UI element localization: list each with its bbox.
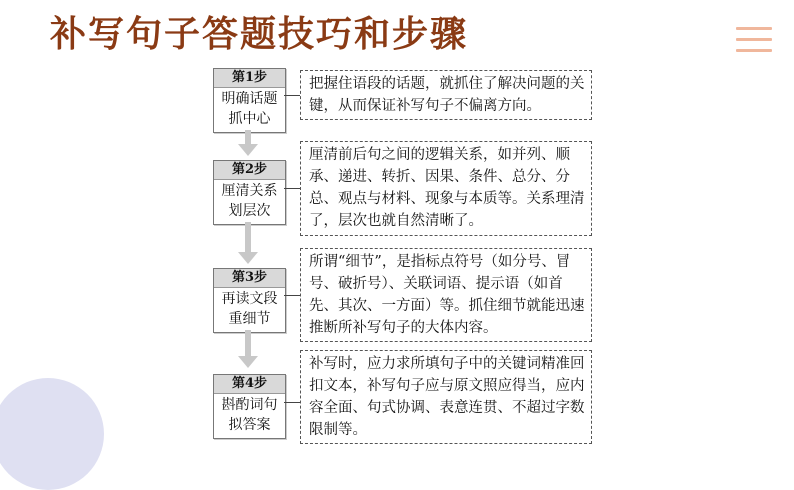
step-2-name-line-2: 划层次 [228,203,271,219]
step-2-label: 第2步 [214,161,285,180]
step-4-label: 第4步 [214,375,285,394]
step-2-connector [284,188,300,189]
step-2-box [213,160,286,225]
step-2-name-line-1: 厘清关系 [221,183,278,199]
step-1-name-line-1: 明确话题 [221,91,278,107]
step-1-connector [284,95,300,96]
step-1-label: 第1步 [214,69,285,88]
arrow-down-icon [238,330,258,368]
step-4-name-line-1: 斟酌词句 [221,397,278,413]
step-4-connector [284,402,300,403]
arrow-down-icon [238,130,258,156]
step-1-description: 把握住语段的话题，就抓住了解决问题的关键，从而保证补写句子不偏离方向。 [300,70,592,120]
step-4-box [213,374,286,439]
step-3-name-line-2: 重细节 [228,311,271,327]
decorative-circle [0,378,104,490]
step-3-name-line-1: 再读文段 [221,291,278,307]
decorative-lines [736,27,772,57]
step-4-name-line-2: 拟答案 [228,417,271,433]
step-1-name-line-2: 抓中心 [228,111,271,127]
step-3-label: 第3步 [214,269,285,288]
step-2-description: 厘清前后句之间的逻辑关系，如并列、顺承、递进、转折、因果、条件、总分、分总、观点与材料、现象与本质等。关系理清了，层次也就自然清晰了。 [300,141,592,236]
page-title: 补写句子答题技巧和步骤 [50,14,469,55]
step-3-description: 所谓“细节”，是指标点符号（如分号、冒号、破折号）、关联词语、提示语（如首先、其次、一方面）等。抓住细节就能迅速推断所补写句子的大体内容。 [300,248,592,342]
step-4-description: 补写时，应力求所填句子中的关键词精准回扣文本，补写句子应与原文照应得当，应内容全面、句式协调、表意连贯、不超过字数限制等。 [300,350,592,444]
arrow-down-icon [238,222,258,264]
step-3-connector [284,295,300,296]
step-1-box [213,68,286,133]
step-3-box [213,268,286,333]
